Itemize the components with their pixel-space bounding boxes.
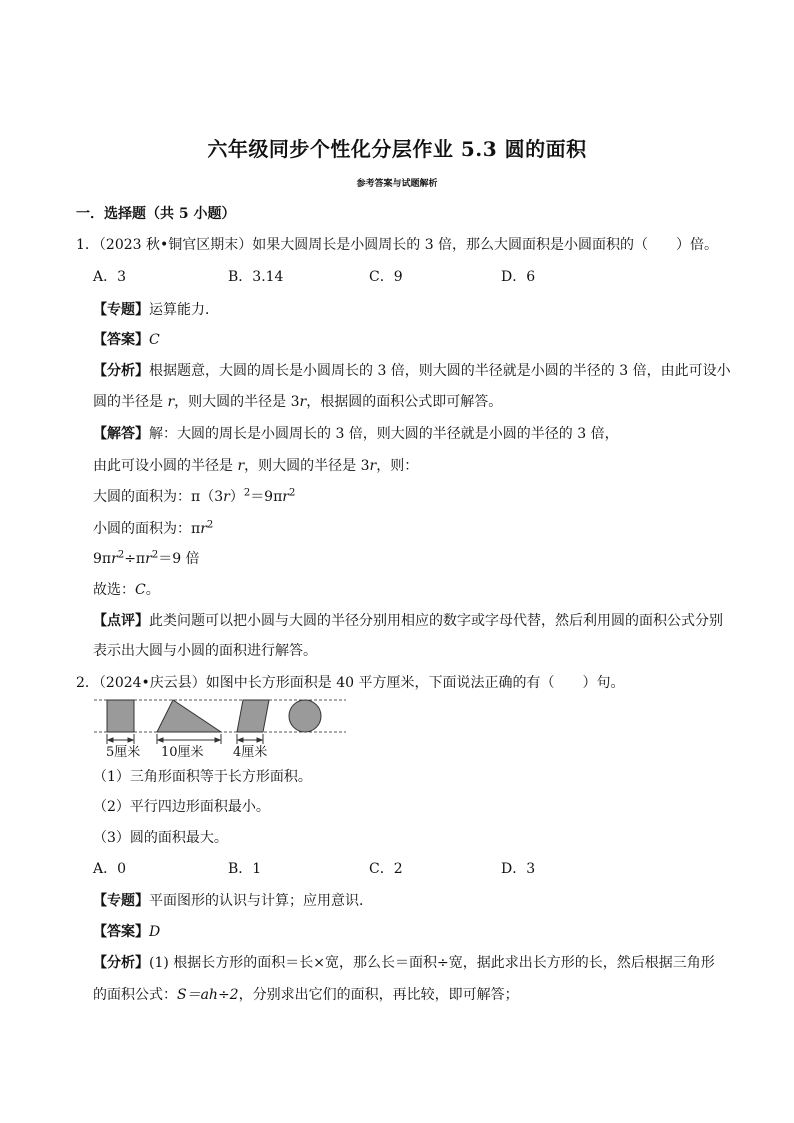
figure-label-5cm: 5厘米 (106, 745, 141, 760)
parallelogram-shape (237, 700, 269, 732)
q2-option-b: B．1 (228, 861, 262, 877)
q2-option-c: C．2 (369, 861, 403, 877)
q1-comment-line2: 表示出大圆与小圆的面积进行解答。 (93, 643, 317, 659)
section-heading: 一．选择题（共 5 小题） (76, 206, 236, 222)
figure-label-4cm: 4厘米 (233, 745, 268, 760)
q1-comment-line1: 【点评】此类问题可以把小圆与大圆的半径分别用相应的数字或字母代替，然后利用圆的面积公式分别 (93, 613, 723, 629)
q2-statement-1: （1）三角形面积等于长方形面积。 (93, 769, 312, 785)
q1-big-circle-area: 大圆的面积为：$\pi(3r)^2=9\pi r^2$ (93, 487, 296, 505)
q2-statement-2: （2）平行四边形面积最小。 (93, 799, 270, 815)
q1-small-circle-area: 小圆的面积为：$\pi r^2$ (93, 519, 214, 537)
q1-option-b: B．3.14 (228, 269, 284, 285)
q1-stem: 1．（2023 秋•铜官区期末）如果大圆周长是小圆周长的 3 倍，那么大圆面积是小圆面积的（ ）倍。 (76, 237, 719, 253)
q1-option-d: D．6 (501, 269, 536, 285)
q2-option-d: D．3 (501, 861, 536, 877)
q1-option-c: C．9 (369, 269, 403, 285)
q1-choose: 故选：C。 (93, 582, 160, 598)
q1-solution-line2: 由此可设小圆的半径是 r，则大圆的半径是 3r，则： (93, 458, 419, 474)
q2-analysis-line1: 【分析】(1) 根据长方形的面积＝长×宽，那么长＝面积÷宽，据此求出长方形的长，然后根据三角形 (93, 955, 715, 971)
page-title: 六年级同步个性化分层作业 5.3 圆的面积 (207, 137, 587, 161)
q1-option-a: A．3 (93, 269, 127, 285)
rectangle-shape (107, 700, 134, 732)
figure-label-10cm: 10厘米 (161, 745, 204, 760)
circle-shape (289, 700, 321, 732)
q2-analysis-line2: 的面积公式：S＝ah÷2，分别求出它们的面积，再比较，即可解答； (93, 987, 519, 1003)
page-subtitle: 参考答案与试题解析 (356, 179, 438, 189)
q1-solution-line1: 【解答】解：大圆的周长是小圆周长的 3 倍，则大圆的半径就是小圆的半径的 3 倍， (93, 426, 619, 442)
q2-answer: 【答案】D (93, 924, 161, 940)
q2-option-a: A．0 (93, 861, 127, 877)
q2-figure (94, 694, 356, 762)
q1-ratio: $9\pi r^2\div\pi r^2=9$ 倍 (93, 549, 200, 567)
q1-answer: 【答案】C (93, 332, 160, 348)
q1-analysis-line2: 圆的半径是 r，则大圆的半径是 3r，根据圆的面积公式即可解答。 (93, 394, 503, 410)
q1-analysis-line1: 【分析】根据题意，大圆的周长是小圆周长的 3 倍，则大圆的半径就是小圆的半径的 3 倍，由此可设小 (93, 363, 731, 379)
triangle-shape (157, 700, 221, 732)
q2-topic: 【专题】平面图形的认识与计算；应用意识． (93, 893, 373, 909)
q1-topic: 【专题】运算能力． (93, 302, 219, 318)
q2-stem: 2．（2024•庆云县）如图中长方形面积是 40 平方厘米，下面说法正确的有（ ）句。 (76, 675, 625, 691)
q2-statement-3: （3）圆的面积最大。 (93, 830, 228, 846)
